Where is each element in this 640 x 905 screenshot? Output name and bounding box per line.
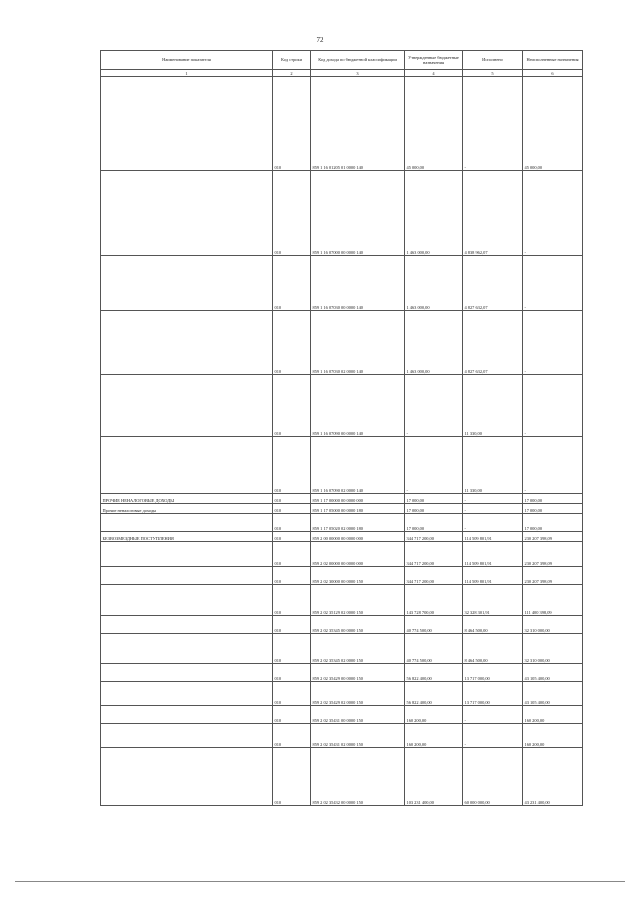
row-executed-amount: - xyxy=(463,504,523,514)
row-approved-amount: 103 231 400,00 xyxy=(405,748,463,806)
row-unexecuted-amount: 45 000,00 xyxy=(523,77,583,171)
table-row xyxy=(101,542,583,567)
row-name xyxy=(101,724,273,748)
row-name xyxy=(101,437,273,494)
row-approved-amount: 17 000,00 xyxy=(405,494,463,504)
row-line-code: 010 xyxy=(273,616,311,634)
row-approved-amount: 160 200,00 xyxy=(405,706,463,724)
row-line-code: 010 xyxy=(273,532,311,542)
col-index: 5 xyxy=(463,70,523,77)
row-income-code: 859 2 00 00000 00 0000 000 xyxy=(311,532,405,542)
row-line-code: 010 xyxy=(273,375,311,437)
row-line-code: 010 xyxy=(273,567,311,585)
row-executed-amount: 8 464 500,00 xyxy=(463,616,523,634)
row-approved-amount: 56 822 400,00 xyxy=(405,664,463,682)
row-unexecuted-amount: - xyxy=(523,311,583,375)
row-income-code: 859 2 02 35345 00 0000 150 xyxy=(311,616,405,634)
row-approved-amount: 1 463 000,00 xyxy=(405,256,463,311)
row-unexecuted-amount: 17 000,00 xyxy=(523,514,583,532)
row-unexecuted-amount: 43 231 400,00 xyxy=(523,748,583,806)
row-unexecuted-amount: - xyxy=(523,437,583,494)
row-unexecuted-amount: 160 200,00 xyxy=(523,724,583,748)
row-unexecuted-amount: 32 310 000,00 xyxy=(523,634,583,664)
row-executed-amount: - xyxy=(463,724,523,748)
row-line-code: 010 xyxy=(273,748,311,806)
row-executed-amount: 4 827 632,07 xyxy=(463,311,523,375)
row-approved-amount: 344 717 200,00 xyxy=(405,567,463,585)
row-income-code: 859 1 16 07000 00 0000 140 xyxy=(311,171,405,256)
row-name xyxy=(101,256,273,311)
row-name xyxy=(101,634,273,664)
row-executed-amount: 4 838 962,07 xyxy=(463,171,523,256)
table-row xyxy=(101,77,583,171)
column-index-row xyxy=(101,70,583,77)
row-unexecuted-amount: - xyxy=(523,375,583,437)
row-line-code: 010 xyxy=(273,514,311,532)
row-approved-amount: 45 000,00 xyxy=(405,77,463,171)
row-executed-amount: 60 000 000,00 xyxy=(463,748,523,806)
table-row xyxy=(101,664,583,682)
footer-divider xyxy=(15,881,625,882)
row-approved-amount: - xyxy=(405,437,463,494)
table-row xyxy=(101,616,583,634)
row-line-code: 010 xyxy=(273,171,311,256)
row-approved-amount: 1 463 000,00 xyxy=(405,171,463,256)
row-income-code: 859 2 02 35431 02 0000 150 xyxy=(311,724,405,748)
row-name xyxy=(101,706,273,724)
row-unexecuted-amount: - xyxy=(523,171,583,256)
row-name xyxy=(101,375,273,437)
page-number: 72 xyxy=(316,36,324,44)
row-income-code: 859 1 17 05000 00 0000 180 xyxy=(311,504,405,514)
row-income-code: 859 2 02 35431 00 0000 150 xyxy=(311,706,405,724)
table-row xyxy=(101,567,583,585)
table-row xyxy=(101,494,583,504)
col-header-approved: Утвержденные бюджетные назначения xyxy=(405,51,463,70)
report-table xyxy=(100,50,583,806)
report-body xyxy=(101,77,583,806)
row-executed-amount: 4 827 632,07 xyxy=(463,256,523,311)
row-line-code: 010 xyxy=(273,585,311,616)
row-name xyxy=(101,585,273,616)
col-index: 4 xyxy=(405,70,463,77)
row-name: ПРОЧИЕ НЕНАЛОГОВЫЕ ДОХОДЫ xyxy=(101,494,273,504)
table-row xyxy=(101,706,583,724)
row-approved-amount: 56 822 400,00 xyxy=(405,682,463,706)
row-approved-amount: 344 717 200,00 xyxy=(405,532,463,542)
row-unexecuted-amount: 230 207 398,09 xyxy=(523,532,583,542)
table-row xyxy=(101,682,583,706)
row-executed-amount: 8 464 500,00 xyxy=(463,634,523,664)
row-income-code: 859 2 02 35429 00 0000 150 xyxy=(311,664,405,682)
row-executed-amount: - xyxy=(463,494,523,504)
row-unexecuted-amount: - xyxy=(523,256,583,311)
table-row xyxy=(101,748,583,806)
row-executed-amount: 114 509 801,91 xyxy=(463,532,523,542)
row-name: Прочие неналоговые доходы xyxy=(101,504,273,514)
table-row xyxy=(101,256,583,311)
col-header-line: Код строки xyxy=(273,51,311,70)
row-executed-amount: - xyxy=(463,706,523,724)
row-line-code: 010 xyxy=(273,256,311,311)
row-income-code: 859 2 02 00000 00 0000 000 xyxy=(311,542,405,567)
row-income-code: 859 1 17 00000 00 0000 000 xyxy=(311,494,405,504)
col-header-name: Наименование показателя xyxy=(101,51,273,70)
row-unexecuted-amount: 43 105 400,00 xyxy=(523,682,583,706)
row-approved-amount: 143 728 700,00 xyxy=(405,585,463,616)
row-unexecuted-amount: 32 310 000,00 xyxy=(523,616,583,634)
row-name xyxy=(101,567,273,585)
row-line-code: 010 xyxy=(273,437,311,494)
row-approved-amount: 17 000,00 xyxy=(405,514,463,532)
table-row xyxy=(101,634,583,664)
table-row xyxy=(101,514,583,532)
row-unexecuted-amount: 43 105 400,00 xyxy=(523,664,583,682)
row-unexecuted-amount: 230 207 398,09 xyxy=(523,567,583,585)
col-header-code: Код дохода по бюджетной классификации xyxy=(311,51,405,70)
row-executed-amount: 114 509 801,91 xyxy=(463,567,523,585)
table-row xyxy=(101,585,583,616)
row-executed-amount: 11 330,00 xyxy=(463,375,523,437)
row-income-code: 859 1 16 07030 00 0000 140 xyxy=(311,256,405,311)
row-executed-amount: 13 717 000,00 xyxy=(463,682,523,706)
row-unexecuted-amount: 17 000,00 xyxy=(523,494,583,504)
row-line-code: 010 xyxy=(273,542,311,567)
row-executed-amount: 32 328 301,91 xyxy=(463,585,523,616)
row-executed-amount: - xyxy=(463,77,523,171)
row-executed-amount: 11 330,00 xyxy=(463,437,523,494)
row-line-code: 010 xyxy=(273,682,311,706)
row-unexecuted-amount: 160 200,00 xyxy=(523,706,583,724)
row-approved-amount: 17 000,00 xyxy=(405,504,463,514)
row-income-code: 859 2 02 35345 02 0000 150 xyxy=(311,634,405,664)
row-approved-amount: 160 200,00 xyxy=(405,724,463,748)
row-name xyxy=(101,171,273,256)
row-line-code: 010 xyxy=(273,77,311,171)
col-header-unexecuted: Неисполненные назначения xyxy=(523,51,583,70)
row-line-code: 010 xyxy=(273,494,311,504)
row-approved-amount: 40 774 500,00 xyxy=(405,634,463,664)
row-name xyxy=(101,616,273,634)
row-name xyxy=(101,542,273,567)
row-income-code: 859 1 16 01205 01 0000 140 xyxy=(311,77,405,171)
row-income-code: 859 2 02 35432 00 0000 150 xyxy=(311,748,405,806)
row-unexecuted-amount: 230 207 398,09 xyxy=(523,542,583,567)
table-row xyxy=(101,504,583,514)
row-line-code: 010 xyxy=(273,504,311,514)
row-name: БЕЗВОЗМЕЗДНЫЕ ПОСТУПЛЕНИЯ xyxy=(101,532,273,542)
row-unexecuted-amount: 17 000,00 xyxy=(523,504,583,514)
row-line-code: 010 xyxy=(273,664,311,682)
row-line-code: 010 xyxy=(273,706,311,724)
row-name xyxy=(101,514,273,532)
row-income-code: 859 2 02 35429 02 0000 150 xyxy=(311,682,405,706)
row-income-code: 859 1 16 07030 02 0000 140 xyxy=(311,311,405,375)
row-approved-amount: 344 717 200,00 xyxy=(405,542,463,567)
col-index: 6 xyxy=(523,70,583,77)
row-name xyxy=(101,682,273,706)
row-name xyxy=(101,311,273,375)
header-row xyxy=(101,51,583,70)
row-executed-amount: 13 717 000,00 xyxy=(463,664,523,682)
row-executed-amount: - xyxy=(463,514,523,532)
table-row xyxy=(101,437,583,494)
row-income-code: 859 1 16 07090 00 0000 140 xyxy=(311,375,405,437)
table-row xyxy=(101,375,583,437)
row-line-code: 010 xyxy=(273,311,311,375)
row-approved-amount: 40 774 500,00 xyxy=(405,616,463,634)
row-income-code: 859 2 02 30000 00 0000 150 xyxy=(311,567,405,585)
row-unexecuted-amount: 111 400 398,09 xyxy=(523,585,583,616)
row-line-code: 010 xyxy=(273,634,311,664)
col-index: 2 xyxy=(273,70,311,77)
table-row xyxy=(101,724,583,748)
table-row xyxy=(101,532,583,542)
row-approved-amount: - xyxy=(405,375,463,437)
row-income-code: 859 1 16 07090 02 0000 140 xyxy=(311,437,405,494)
row-income-code: 859 2 02 35129 02 0000 150 xyxy=(311,585,405,616)
table-row xyxy=(101,171,583,256)
col-index: 1 xyxy=(101,70,273,77)
row-name xyxy=(101,748,273,806)
row-name xyxy=(101,664,273,682)
row-name xyxy=(101,77,273,171)
col-index: 3 xyxy=(311,70,405,77)
col-header-executed: Исполнено xyxy=(463,51,523,70)
row-executed-amount: 114 509 801,91 xyxy=(463,542,523,567)
row-approved-amount: 1 463 000,00 xyxy=(405,311,463,375)
row-line-code: 010 xyxy=(273,724,311,748)
table-row xyxy=(101,311,583,375)
row-income-code: 859 1 17 05020 02 0000 180 xyxy=(311,514,405,532)
